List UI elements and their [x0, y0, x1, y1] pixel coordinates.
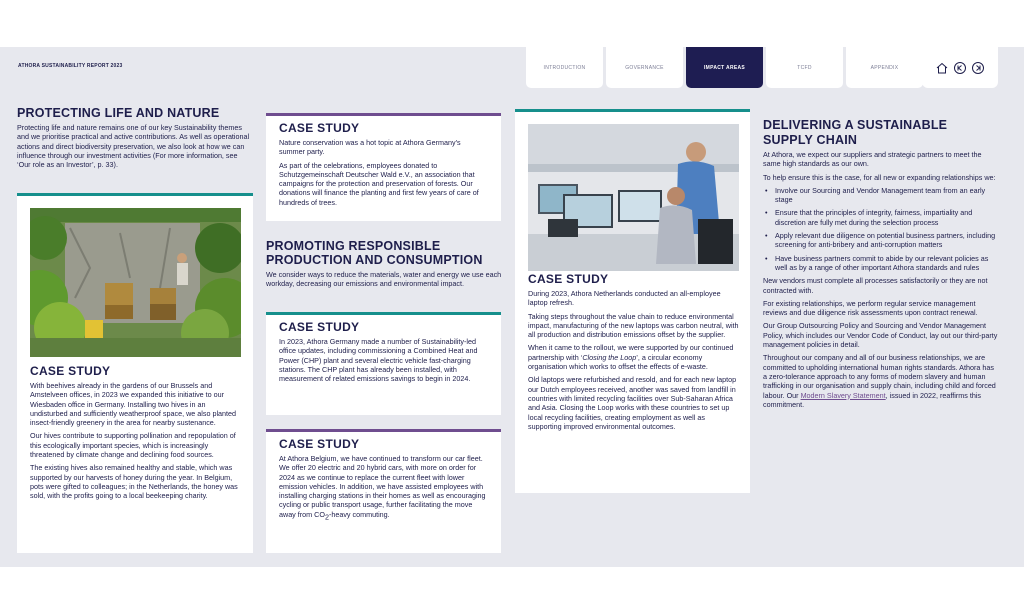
list-item: • Ensure that the principles of integrity, fairness, impartiality and discretion are fully met during the selection process — [763, 208, 999, 227]
tab-governance[interactable]: GOVERNANCE — [606, 47, 683, 88]
section-intro: We consider ways to reduce the materials, water and energy we use each workday, decreasing our emissions and environmental impact. — [266, 270, 502, 289]
case-study-title: CASE STUDY — [279, 437, 360, 451]
case-study-paragraph: With beehives already in the gardens of our Brussels and Amstelveen offices, in 2023 we expanded this initiative to our Wiesbaden office in Germany. Installing two hives in an undisturbed and sufficiently weatherproof space, we also planted insect-friendly greenery in the area for nearby sustenance. — [30, 381, 237, 428]
protecting-life-section — [17, 106, 251, 169]
beehive-garden-photo — [30, 208, 241, 357]
case-study-paragraph: The existing hives also remained healthy and stable, which was supported by our harvests of honey during the year. In Belgium, pots were gifted to colleagues; in the Netherlands, the honey was sold, with the profits going to a local beekeeping charity. — [30, 463, 238, 501]
supplier-requirements-list — [763, 186, 999, 272]
forest-case-study-card — [266, 113, 501, 221]
list-item: • Involve our Sourcing and Vendor Management team from an early stage — [763, 186, 999, 205]
responsible-production-section — [266, 239, 502, 289]
tab-introduction[interactable]: INTRODUCTION — [526, 47, 603, 88]
report-page — [0, 47, 1024, 567]
tab-impact-areas[interactable]: IMPACT AREAS — [686, 47, 763, 88]
section-paragraph: To help ensure this is the case, for all new or expanding relationships we: — [763, 172, 996, 182]
section-intro: Protecting life and nature remains one of our key Sustainability themes and we prioritise practical and active contributions. As well as operational actions and direct biodiversity preservation, we also look at how we can influence through our investment activities (For more information, see ‘Our role as an Investor’, p. 33). — [17, 123, 250, 170]
case-study-paragraph: During 2023, Athora Netherlands conducted an all-employee laptop refresh. — [528, 289, 721, 308]
case-study-paragraph: In 2023, Athora Germany made a number of Sustainability-led office updates, including commissioning a Combined Heat and Power (CHP) plant and several electric vehicle fast-charging stations. The CHP plant has already been installed, with measurement of related emissions savings to begin in 2024. — [279, 337, 478, 384]
section-paragraph: At Athora, we expect our suppliers and strategic partners to meet the same high standards as our own. — [763, 150, 982, 169]
car-fleet-case-study-card — [266, 429, 501, 553]
case-study-paragraph: When it came to the rollout, we were supported by our continued partnership with ‘Closing the Loop’, a circular economy organisation which works to offset the effects of e-waste. — [528, 343, 734, 372]
section-tabs — [526, 47, 926, 88]
case-study-paragraph: Nature conservation was a hot topic at Athora Germany’s summer party. — [279, 138, 461, 157]
office-laptop-photo — [528, 124, 739, 271]
case-study-paragraph: Taking steps throughout the value chain to reduce environmental impact, manufacturing of the new laptops was carbon neutral, with all production and distribution emissions offset by the supplier. — [528, 311, 739, 340]
case-study-paragraph: At Athora Belgium, we have continued to transform our car fleet. We offer 20 electric and 20 hybrid cars, with more on order for 2024 as we continue to replace the current fleet with lower emission vehicles. In addition, we have assisted employees with installing charging stations in their homes as well as encouraging cycling or public transport usage, further facilitating the move away from $CO_2$-heavy commuting. — [279, 454, 486, 522]
section-title: PROMOTING RESPONSIBLE PRODUCTION AND CONSUMPTION — [266, 239, 483, 267]
case-study-title: CASE STUDY — [279, 320, 360, 334]
beehive-case-study-card — [17, 193, 253, 553]
next-page-icon[interactable] — [971, 61, 985, 75]
list-item: • Have business partners commit to abide by our relevant policies as well as by a range of other important Athora standards and rules — [763, 254, 999, 273]
laptop-case-study-card — [515, 109, 750, 493]
tab-tcfd[interactable]: TCFD — [766, 47, 843, 88]
case-study-title: CASE STUDY — [30, 364, 111, 378]
previous-page-icon[interactable] — [953, 61, 967, 75]
section-paragraph: Throughout our company and all of our business relationships, we are committed to upholding international human rights standards. Athora has a zero-tolerance approach to any forms of modern slavery and human trafficking in our organisation and supply chain, including child and forced labour. Our Modern Slavery Statement, issued in 2022, reaffirms this commitment. — [763, 353, 996, 409]
case-study-title: CASE STUDY — [279, 121, 360, 135]
chp-case-study-card — [266, 312, 501, 415]
section-title: PROTECTING LIFE AND NATURE — [17, 106, 220, 120]
supply-chain-section — [763, 118, 999, 409]
home-icon[interactable] — [935, 61, 949, 75]
case-study-paragraph: As part of the celebrations, employees donated to Schutzgemeinschaft Deutscher Wald e.V., an association that campaigns for the protection and preservation of forests. Our donations will finance the planting and first few years of care of hundreds of trees. — [279, 160, 479, 207]
case-study-title: CASE STUDY — [528, 272, 609, 286]
case-study-paragraph: Our hives contribute to supporting pollination and repopulation of this ecologically important species, which is increasingly threatened by climate change and declining food sources. — [30, 431, 236, 460]
modern-slavery-statement-link[interactable]: Modern Slavery Statement — [800, 390, 886, 400]
tab-appendix[interactable]: APPENDIX — [846, 47, 923, 88]
page-navigation — [922, 47, 998, 88]
case-study-paragraph: Old laptops were refurbished and resold, and for each new laptop our Dutch employees received, another was saved from landfill in countries with limited recycling facilities over Sub-Saharan Africa and Asia. Closing the Loop works with these countries to set up local recycling facilities, creating employment as well as supporting improved environmental outcomes. — [528, 375, 737, 431]
list-item: • Apply relevant due diligence on potential business partners, including screening for anti-bribery and anti-corruption matters — [763, 231, 999, 250]
section-paragraph: Our Group Outsourcing Policy and Sourcing and Vendor Management Policy, which includes our Vendor Code of Conduct, lay out our third-party management policies in detail. — [763, 321, 998, 350]
section-paragraph: For existing relationships, we perform regular service management reviews and due diligence risk assessments upon contract renewal. — [763, 298, 978, 318]
report-title: ATHORA SUSTAINABILITY REPORT 2023 — [18, 63, 123, 69]
section-paragraph: New vendors must complete all processes satisfactorily or they are not contracted with. — [763, 276, 988, 295]
section-title: DELIVERING A SUSTAINABLE SUPPLY CHAIN — [763, 118, 948, 147]
